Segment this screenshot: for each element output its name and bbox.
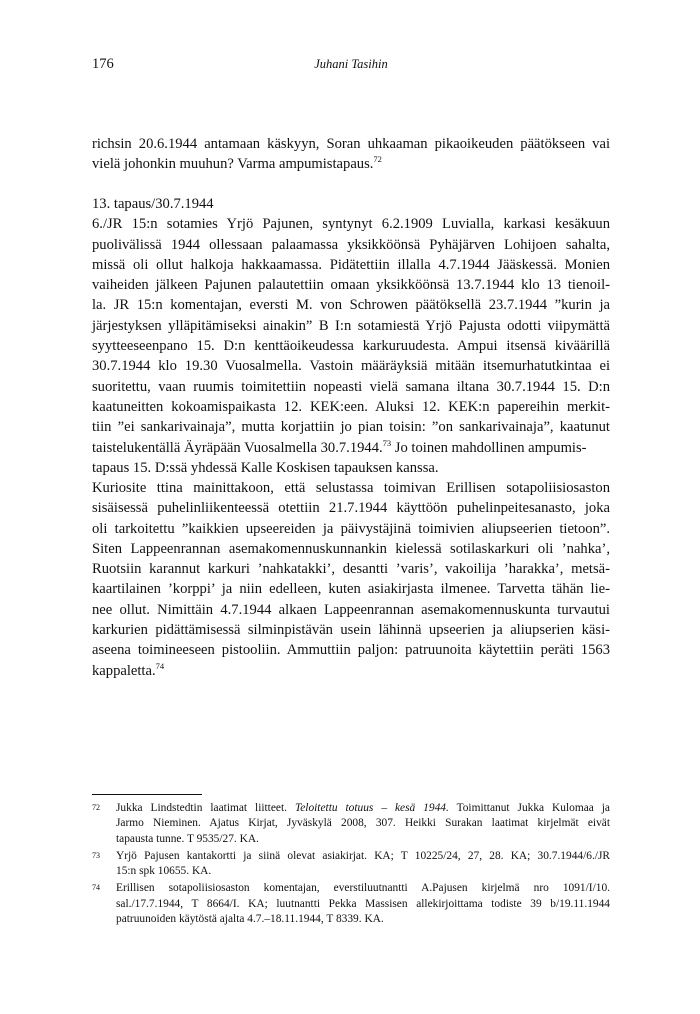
paragraph-1 [92, 134, 610, 175]
footnote-line: sal./17.7.1944, T 8664/I. KA; luutnantti Pekka Massisen allekirjoittama todiste 39 b/19.11.1944 [116, 897, 610, 910]
text-segment: vielä johonkin muuhun? Varma ampumistapaus. [92, 156, 374, 173]
text-line: missä oli ollut halkoja hakkaamassa. Pidätettiin illalla 4.7.1944 Jääskessä. Monien [92, 256, 610, 273]
text-line: kaartilainen ’korppi’ ja niin edelleen, kuten asiakirjasta ilmenee. Tarvetta tähän lie- [92, 581, 610, 598]
page-header [92, 56, 610, 76]
running-head: Juhani Tasihin [314, 57, 388, 71]
text-line: puolivälissä 1944 ollessaan palaamassa yksikköönsä Pyhäjärven Lohijoen sahalta, [92, 236, 610, 253]
text-line: kaatuneitten kokoamispaikasta 12. KEK:een. Aluksi 12. KEK:n papereihin merkit- [92, 398, 610, 415]
text-line: syytteeseenpano 15. D:n kenttäoikeudessa karkuruudesta. Ampui itsensä kiväärillä [92, 338, 610, 355]
footnote-ref: 73 [382, 437, 392, 448]
footnote-number: 72 [92, 803, 100, 812]
text-segment: kappaletta. [92, 662, 156, 679]
footnote-number: 73 [92, 850, 100, 860]
footnote-line: Erillisen sotapoliisiosaston komentajan, everstiluutnantti A.Pajusen kirjelmä nro 1091/I/10. [116, 882, 610, 895]
text-line: karkurien pidättämisessä silminpistävän usein lähinnä upseerien ja aliupserien käsi- [92, 622, 610, 639]
text-segment: taistelukentällä Äyräpään Vuosalmella 30.7.1944. [92, 439, 383, 456]
footnote-72 [92, 801, 610, 847]
footnote-line: Yrjö Pajusen kantakortti ja siinä olevat asiakirjat. KA; T 10225/24, 27, 28. KA; 30.7.1944/6./JR [116, 849, 610, 862]
footnote-ref: 74 [155, 660, 165, 671]
text-line [92, 661, 610, 681]
text-line: Kuriosite ttina mainittakoon, että selustassa toimivan Erillisen sotapoliisiosaston [92, 480, 610, 496]
text-line: la. JR 15:n komentajan, eversti M. von Schrowen päätöksellä 23.7.1944 ”kurin ja [92, 297, 610, 314]
text-line: järjestyksen ylläpitämiseksi ainakin” B I:n sotamiestä Yrjö Pajusta odotti viipymättä [92, 317, 610, 334]
case-heading: 13. tapaus/30.7.1944 [92, 196, 214, 212]
text-line: 6./JR 15:n sotamies Yrjö Pajunen, syntynyt 6.2.1909 Luvialla, karkasi kesäkuun [92, 216, 610, 233]
footnote-line [116, 801, 610, 816]
text-segment: Jukka Lindstedtin laatimat liitteet. [116, 802, 295, 814]
text-segment: Jo toinen mahdollinen ampumis- [391, 439, 587, 456]
text-line: suoritettu, vaan ruumis toimitettiin nopeasti vielä samana iltana 30.7.1944 15. D:n [92, 378, 610, 395]
footnote-line: Jarmo Nieminen. Ajatus Kirjat, Jyväskylä 2008, 307. Heikki Surakan laatimat kirjelmät eivät [116, 817, 610, 830]
text-line: Ruotsiin karannut karkuri ’nahkatakki’, desantti ’varis’, vakoilija ’harakka’, metsä- [92, 561, 610, 578]
text-line: vaiheiden jälkeen Pajunen palautettiin omaan yksikköönsä 13.7.1944 klo 13 tienoil- [92, 277, 610, 294]
text-line [92, 154, 610, 174]
footnotes [92, 801, 610, 929]
text-line: tapaus 15. D:ssä yhdessä Kalle Koskisen tapauksen kanssa. [92, 459, 439, 476]
text-line: nee ollut. Nimittäin 4.7.1944 alkaen Lappeenrannan asemakomennuskunta turvautui [92, 601, 610, 618]
text-line: sisäisessä puhelinliikenteessä otettiin 21.7.1944 käyttöön puhelinpeitesanasto, joka [92, 500, 610, 517]
text-line: richsin 20.6.1944 antamaan käskyyn, Soran uhkaaman pikaoikeuden päätökseen vai [92, 136, 610, 152]
footnote-73 [92, 849, 610, 880]
text-line: 30.7.1944 klo 19.30 Vuosalmella. Vastoin määräyksiä mitään itsemurhatutkintaa ei [92, 358, 610, 375]
text-line: tiin ”ei sankarivainaja”, mutta korjattiin jo pian toisin: ”on sankarivainaja”, kaatunut [92, 419, 610, 436]
case-13-section [92, 194, 610, 478]
text-line: aseena toimineeseen pistooliin. Ammuttiin paljon: patruunoita käytettiin peräti 1563 [92, 642, 610, 659]
footnote-ref: 72 [373, 154, 382, 165]
footnote-74 [92, 881, 610, 927]
footnote-number: 74 [92, 883, 100, 893]
page-number: 176 [92, 56, 114, 72]
text-line [92, 438, 610, 458]
footnote-divider [92, 794, 202, 795]
book-title: Teloitettu totuus – kesä 1944. [294, 802, 449, 814]
footnote-line: tapausta tunne. T 9535/27. KA. [116, 832, 259, 845]
text-line: oli tarkoitettu ”kaikkien upseereiden ja päivystäjinä toimivien aliupseerien tietoon”. [92, 520, 610, 537]
footnote-line: patruunoiden käytöstä ajalta 4.7.–18.11.1944, T 8339. KA. [116, 913, 384, 926]
paragraph-3 [92, 478, 610, 681]
text-segment: Toimittanut Jukka Kulomaa ja [448, 802, 610, 814]
text-line: Siten Lappeenrannan asemakomennuskunnankin kielessä sotilaskarkuri oli ’nahka’, [92, 540, 610, 557]
footnote-line: 15:n spk 10655. KA. [116, 865, 212, 878]
